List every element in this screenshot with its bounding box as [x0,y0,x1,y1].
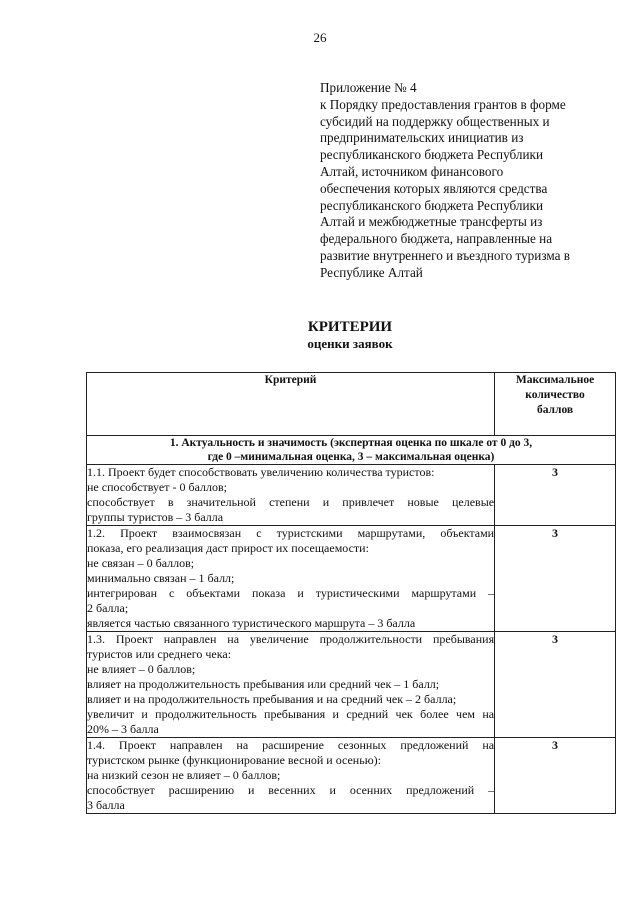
criterion-line: не связан – 0 баллов; [87,556,195,570]
criterion-line: 1.2. Проект взаимосвязан с туристскими маршрутами, объектами [87,526,495,540]
max-score-cell: 3 [495,465,616,526]
appendix-line: предпринимательских инициатив из [320,130,524,146]
criterion-line: 20% – 3 балла [87,722,159,736]
table-row [87,632,616,738]
document-heading [0,318,640,352]
criterion-cell [87,526,495,632]
column-header-line: Максимальное [515,374,595,386]
criterion-line: 1.3. Проект направлен на увеличение продолжительности пребывания [87,632,495,646]
criterion-line: способствует расширению и весенних и осенних предложений – [87,783,495,797]
appendix-line: республиканского бюджета Республики [320,147,544,163]
appendix-line: субсидий на поддержку общественных и [320,113,550,129]
table-row [87,465,616,526]
column-header-line: количество [525,389,585,401]
max-score-cell: 3 [495,738,616,814]
appendix-line: Алтай и межбюджетные трансферты из [320,214,543,230]
criterion-cell [87,738,495,814]
criterion-line: не влияет – 0 баллов; [87,662,196,676]
max-score-cell: 3 [495,526,616,632]
section-heading-line: где 0 –минимальная оценка, 3 – максимальная оценка) [207,451,495,463]
appendix-line: республиканского бюджета Республики [320,197,544,213]
table-header-row [87,373,616,436]
criterion-line: способствует в значительной степени и привлечет новые целевые [87,495,495,509]
section-heading-line: 1. Актуальность и значимость (экспертная оценка по шкале от 0 до 3, [169,437,533,449]
criterion-line: влияет и на продолжительность пребывания и на средний чек – 2 балла; [87,692,457,706]
appendix-line: Алтай, источником финансового [320,163,504,179]
section-row [87,436,616,465]
table-row [87,526,616,632]
max-score-cell: 3 [495,632,616,738]
criterion-line: влияет на продолжительность пребывания или средний чек – 1 балл; [87,677,440,691]
criterion-line: увеличит и продолжительность пребывания и средний чек более чем на [87,707,495,721]
criteria-rows [87,465,616,814]
appendix-line: федерального бюджета, направленные на [320,231,553,247]
appendix-block [320,80,620,282]
column-header-criterion: Критерий [87,373,495,436]
criteria-table [86,372,616,814]
section-heading [87,436,616,465]
criterion-line: интегрирован с объектами показа и туристическими маршрутами – [87,586,495,600]
appendix-line: обеспечения которых являются средства [320,180,548,196]
appendix-title: Приложение № 4 [320,80,417,95]
document-title: КРИТЕРИИ [307,319,393,335]
document-subtitle: оценки заявок [307,336,393,351]
criterion-line: 1.4. Проект направлен на расширение сезонных предложений на [87,738,495,752]
criterion-cell [87,465,495,526]
criterion-line: на низкий сезон не влияет – 0 баллов; [87,768,281,782]
table-row [87,738,616,814]
criterion-line: не способствует - 0 баллов; [87,480,227,494]
criterion-line: 2 балла; [87,601,129,615]
criterion-line: туристском рынке (функционирование весной и осенью): [87,753,381,767]
criterion-line: туристов или среднего чека: [87,647,232,661]
criterion-line: минимально связан – 1 балл; [87,571,235,585]
criterion-cell [87,632,495,738]
criterion-line: 1.1. Проект будет способствовать увеличению количества туристов: [87,465,435,479]
criterion-line: 3 балла [87,798,125,812]
column-header-max-points [495,373,616,436]
appendix-line: Республике Алтай [320,264,423,280]
appendix-line: развитие внутреннего и въездного туризма в [320,247,570,263]
criterion-line: является частью связанного туристического маршрута – 3 балла [87,616,416,630]
page-number: 26 [313,30,327,45]
criterion-line: показа, его реализация даст прирост их посещаемости: [87,541,369,555]
appendix-line: к Порядку предоставления грантов в форме [320,96,566,112]
criterion-line: группы туристов – 3 балла [87,510,224,524]
column-header-line: баллов [536,404,574,416]
